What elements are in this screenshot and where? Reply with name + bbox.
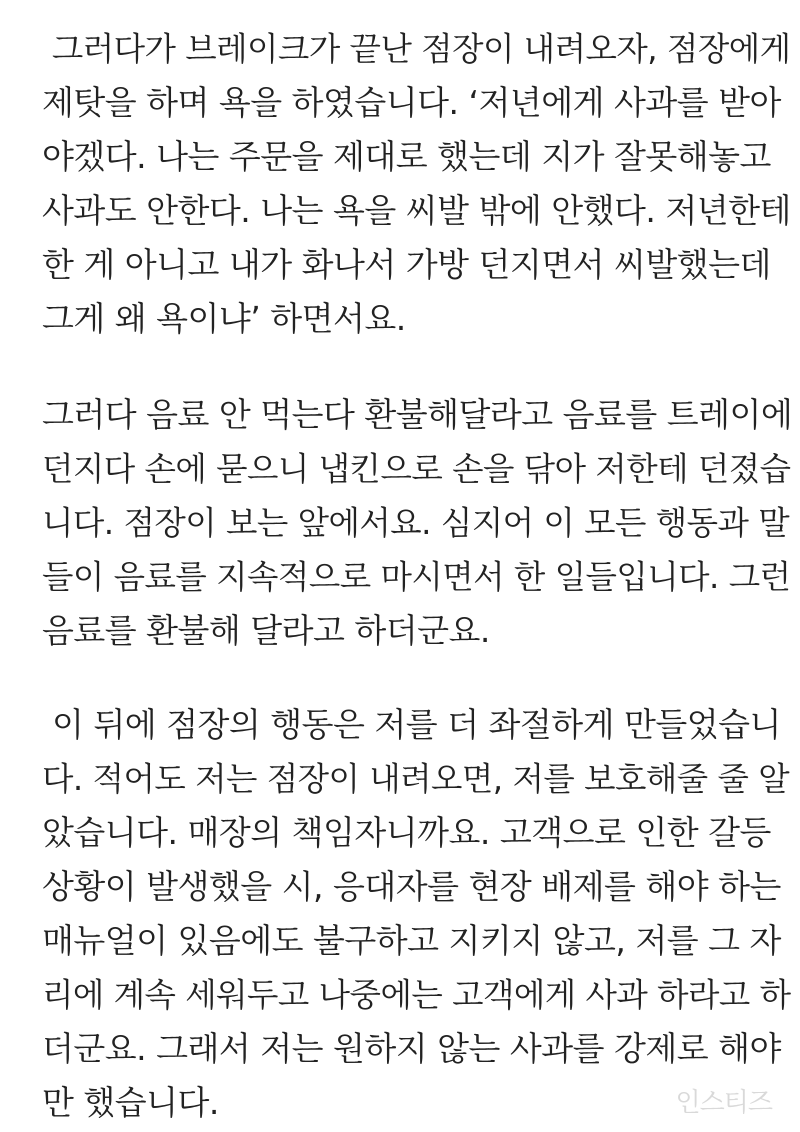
text-line: 사과도 안한다. 나는 욕을 씨발 밖에 안했다. 저년한테 xyxy=(42,191,791,230)
text-line: 한 게 아니고 내가 화나서 가방 던지면서 씨발했는데 xyxy=(42,245,771,284)
text-line: 만 했습니다. xyxy=(42,1083,219,1122)
watermark-logo: 인스티즈 xyxy=(675,1088,772,1118)
text-line: 그게 왜 욕이냐’ 하면서요. xyxy=(42,299,406,338)
text-line: 던지다 손에 묻으니 냅킨으로 손을 닦아 저한테 던졌습 xyxy=(42,450,791,488)
text-line: 상황이 발생했을 시, 응대자를 현장 배제를 해야 하는 xyxy=(42,867,781,906)
text-line: 제탓을 하며 욕을 하였습니다. ‘저년에게 사과를 받아 xyxy=(42,83,781,122)
text-line: 매뉴얼이 있음에도 불구하고 지키지 않고, 저를 그 자 xyxy=(42,921,781,960)
text-line: 았습니다. 매장의 책임자니까요. 고객으로 인한 갈등 xyxy=(42,813,771,852)
text-line: 야겠다. 나는 주문을 제대로 했는데 지가 잘못해놓고 xyxy=(42,137,771,176)
text-line: 들이 음료를 지속적으로 마시면서 한 일들입니다. 그런 xyxy=(42,558,791,596)
text-line: 더군요. 그래서 저는 원하지 않는 사과를 강제로 해야 xyxy=(42,1029,781,1068)
text-line: 리에 계속 세워두고 나중에는 고객에게 사과 하라고 하 xyxy=(42,976,791,1014)
text-line: 이 뒤에 점장의 행동은 저를 더 좌절하게 만들었습니 xyxy=(42,705,781,744)
text-line: 니다. 점장이 보는 앞에서요. 심지어 이 모든 행동과 말 xyxy=(42,504,790,542)
text-line: 음료를 환불해 달라고 하더군요. xyxy=(42,611,490,650)
text-line: 그러다 음료 안 먹는다 환불해달라고 음료를 트레이에 xyxy=(42,395,793,434)
text-line: 그러다가 브레이크가 끝난 점장이 내려오자, 점장에게 xyxy=(42,30,791,68)
text-line: 다. 적어도 저는 점장이 내려오면, 저를 보호해줄 줄 알 xyxy=(42,760,790,798)
